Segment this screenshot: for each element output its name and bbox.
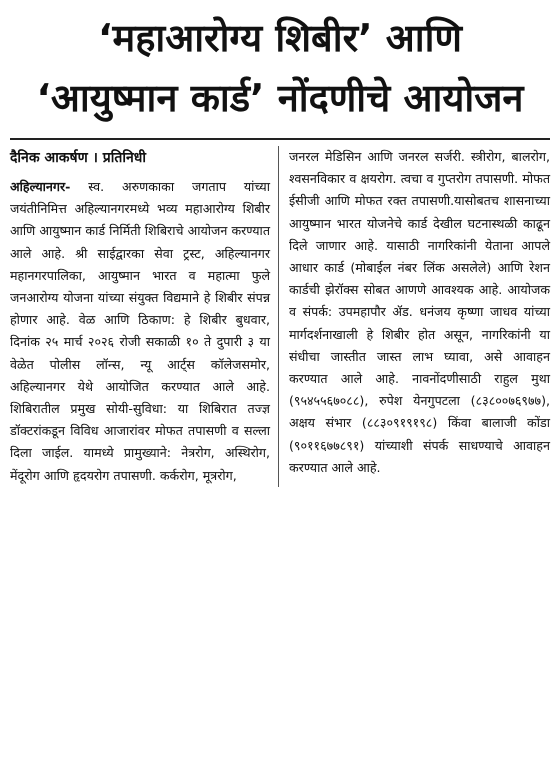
article-headline: [10, 8, 550, 128]
article-column-right: [278, 146, 550, 487]
article-text-left: स्व. अरुणकाका जगताप यांच्या जयंतीनिमित्त अहिल्यानगरमध्ये भव्य महाआरोग्य शिबीर आणि आयुष्मान कार्ड निर्मिती शिबिराचे आयोजन करण्यात आले आहे. श्री साईद्वारका सेवा ट्रस्ट, अहिल्यानगर महानगरपालिका, आयुष्मान भारत व महात्मा फुले जनआरोग्य योजना यांच्या संयुक्त विद्यमाने हे शिबीर संपन्न होणार आहे. वेळ आणि ठिकाण: हे शिबीर बुधवार, दिनांक २५ मार्च २०२६ रोजी सकाळी १० ते दुपारी ३ या वेळेत पोलीस लॉन्स, न्यू आर्ट्स कॉलेजसमोर, अहिल्यानगर येथे आयोजित करण्यात आले आहे. शिबिरातील प्रमुख सोयी-सुविधा: या शिबिरात तज्ज्ञ डॉक्टरांकडून विविध आजारांवर मोफत तपासणी व सल्ला दिला जाईल. यामध्ये प्रामुख्याने: नेत्ररोग, अस्थिरोग, मेंदूरोग आणि हृदयरोग तपासणी. कर्करोग, मूत्ररोग,: [10, 179, 270, 483]
headline-line-2: ‘आयुष्मान कार्ड’ नोंदणीचे आयोजन: [36, 76, 524, 120]
dateline: अहिल्यानगर-: [10, 179, 71, 194]
article-paragraph-right: [289, 146, 550, 479]
article-body: [10, 146, 550, 487]
article-column-left: [10, 146, 278, 487]
byline: दैनिक आकर्षण । प्रतिनिधी: [10, 150, 146, 166]
headline-line-1: ‘महाआरोग्य शिबीर’ आणि: [98, 16, 462, 60]
headline-divider: [10, 138, 550, 140]
article-paragraph-left: [10, 176, 270, 487]
article-text-right: जनरल मेडिसिन आणि जनरल सर्जरी. स्त्रीरोग, बालरोग, श्वसनविकार व क्षयरोग. त्वचा व गुप्तरोग तपासणी. मोफत ईसीजी आणि मोफत रक्त तपासणी.यासोबतच शासनाच्या आयुष्मान भारत योजनेचे कार्ड देखील घटनास्थळी काढून दिले जाणार आहे. यासाठी नागरिकांनी येताना आपले आधार कार्ड (मोबाईल नंबर लिंक असलेले) आणि रेशन कार्डची झेरॉक्स सोबत आणणे आवश्यक आहे. आयोजक व संपर्क: उपमहापौर ॲड. धनंजय कृष्णा जाधव यांच्या मार्गदर्शनाखाली हे शिबीर होत असून, नागरिकांनी या संधीचा जास्तीत जास्त लाभ घ्यावा, असे आवाहन करण्यात आले आहे. नावनोंदणीसाठी राहुल मुथा (९५४५५६७०८८), रुपेश येनगुपटला (८३८००७६९७७), अक्षय संभार (८८३०९१९१९८) किंवा बालाजी कोंडा (९०११६७७८९१) यांच्याशी संपर्क साधण्याचे आवाहन करण्यात आले आहे.: [289, 149, 550, 475]
